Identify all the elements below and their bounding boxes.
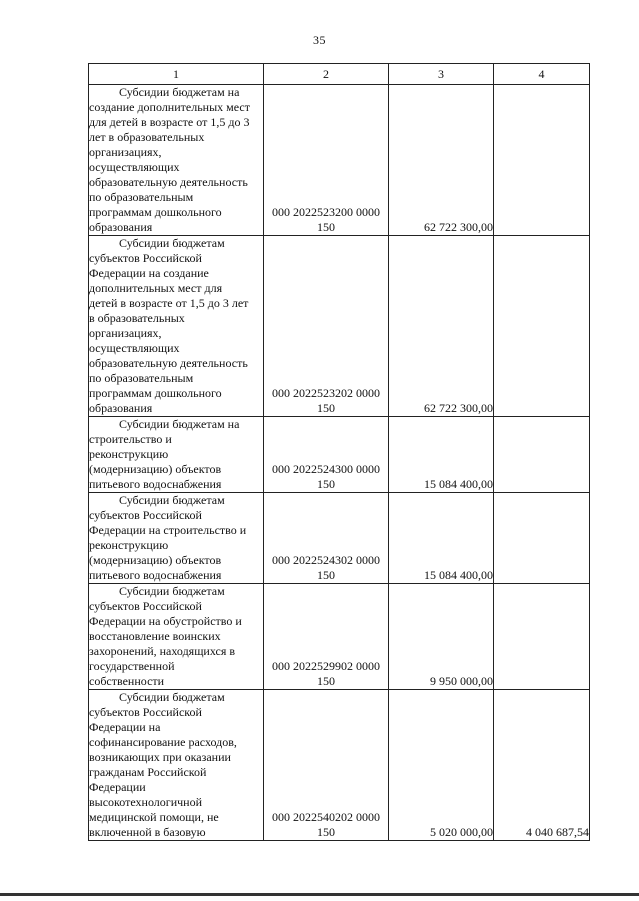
subsidy-name-line: Субсидии бюджетам: [119, 493, 225, 507]
table-row: [89, 493, 590, 584]
subsidy-name-line: питьевого водоснабжения: [89, 568, 222, 582]
amount-executed-cell: [494, 417, 590, 493]
table-body: [89, 85, 590, 841]
subsidy-name-line: детей в возрасте от 1,5 до 3 лет: [89, 296, 249, 310]
column-header: 4: [494, 64, 590, 85]
subsidy-name-cell: [89, 236, 264, 417]
amount-executed-cell: [494, 85, 590, 236]
subsidy-name-line: образования: [89, 220, 153, 234]
subsidy-name-line: субъектов Российской: [89, 508, 202, 522]
budget-code-line: 150: [317, 674, 335, 688]
subsidy-name-line: медицинской помощи, не: [89, 810, 219, 824]
subsidy-name-line: образовательную деятельность: [89, 356, 248, 370]
table-row: [89, 85, 590, 236]
subsidy-name-line: Субсидии бюджетам на: [119, 417, 240, 431]
subsidy-name-line: субъектов Российской: [89, 599, 202, 613]
amount-cell: 15 084 400,00: [389, 493, 494, 584]
subsidy-name-line: гражданам Российской: [89, 765, 207, 779]
subsidy-name-line: осуществляющих: [89, 160, 180, 174]
subsidy-name-line: создание дополнительных мест: [89, 100, 250, 114]
subsidy-name-cell: [89, 417, 264, 493]
subsidy-name-cell: [89, 584, 264, 690]
column-header: 2: [264, 64, 389, 85]
subsidy-name-line: государственной: [89, 659, 175, 673]
subsidy-name-line: Федерации на: [89, 720, 161, 734]
table-row: [89, 584, 590, 690]
budget-code-line: 150: [317, 401, 335, 415]
subsidy-name-line: включенной в базовую: [89, 825, 206, 839]
subsidy-name-line: Федерации: [89, 780, 146, 794]
amount-executed-cell: [494, 236, 590, 417]
subsidy-name-line: реконструкцию: [89, 447, 169, 461]
subsidy-name-line: организациях,: [89, 326, 162, 340]
budget-code-cell: [264, 85, 389, 236]
column-header: 3: [389, 64, 494, 85]
subsidy-name-line: (модернизацию) объектов: [89, 553, 222, 567]
budget-code-line: 150: [317, 220, 335, 234]
budget-code-line: 000 2022529902 0000: [272, 659, 380, 673]
budget-code-line: 000 2022523200 0000: [272, 205, 380, 219]
subsidy-name-line: лет в образовательных: [89, 130, 205, 144]
budget-code-line: 000 2022540202 0000: [272, 810, 380, 824]
subsidy-name-line: возникающих при оказании: [89, 750, 231, 764]
subsidy-name-line: образовательную деятельность: [89, 175, 248, 189]
table-row: [89, 690, 590, 841]
budget-code-line: 000 2022524300 0000: [272, 462, 380, 476]
subsidy-name-line: собственности: [89, 674, 165, 688]
amount-cell: 15 084 400,00: [389, 417, 494, 493]
amount-cell: 62 722 300,00: [389, 236, 494, 417]
subsidy-name-line: Федерации на строительство и: [89, 523, 247, 537]
amount-executed-cell: [494, 584, 590, 690]
subsidy-name-line: программам дошкольного: [89, 386, 222, 400]
budget-code-line: 000 2022524302 0000: [272, 553, 380, 567]
budget-code-line: 150: [317, 568, 335, 582]
subsidy-name-line: софинансирование расходов,: [89, 735, 237, 749]
subsidy-name-line: осуществляющих: [89, 341, 180, 355]
budget-code-cell: [264, 236, 389, 417]
budget-code-cell: [264, 584, 389, 690]
subsidy-name-line: дополнительных мест для: [89, 281, 223, 295]
subsidy-name-line: Субсидии бюджетам: [119, 584, 225, 598]
amount-executed-cell: 4 040 687,54: [494, 690, 590, 841]
subsidy-name-line: программам дошкольного: [89, 205, 222, 219]
amount-executed-cell: [494, 493, 590, 584]
budget-code-line: 150: [317, 825, 335, 839]
header-row: [89, 64, 590, 85]
subsidy-name-line: (модернизацию) объектов: [89, 462, 222, 476]
subsidy-name-line: субъектов Российской: [89, 251, 202, 265]
budget-code-cell: [264, 417, 389, 493]
subsidy-name-line: Субсидии бюджетам на: [119, 85, 240, 99]
subsidy-name-cell: [89, 85, 264, 236]
subsidy-name-cell: [89, 690, 264, 841]
subsidy-name-line: питьевого водоснабжения: [89, 477, 222, 491]
amount-cell: 62 722 300,00: [389, 85, 494, 236]
amount-cell: 9 950 000,00: [389, 584, 494, 690]
subsidy-name-line: реконструкцию: [89, 538, 169, 552]
subsidy-name-line: захоронений, находящихся в: [89, 644, 236, 658]
subsidy-name-line: строительство и: [89, 432, 172, 446]
budget-code-cell: [264, 493, 389, 584]
subsidy-name-line: Субсидии бюджетам: [119, 690, 225, 704]
subsidy-name-line: по образовательным: [89, 190, 194, 204]
page-number: 35: [313, 33, 326, 47]
subsidy-name-cell: [89, 493, 264, 584]
budget-code-line: 000 2022523202 0000: [272, 386, 380, 400]
table-row: [89, 417, 590, 493]
subsidy-name-line: высокотехнологичной: [89, 795, 203, 809]
scan-edge-line: [0, 893, 639, 896]
subsidy-name-line: Субсидии бюджетам: [119, 236, 225, 250]
subsidy-name-line: Федерации на обустройство и: [89, 614, 242, 628]
budget-code-line: 150: [317, 477, 335, 491]
budget-table: [88, 63, 590, 841]
subsidy-name-line: в образовательных: [89, 311, 185, 325]
subsidy-name-line: восстановление воинских: [89, 629, 221, 643]
subsidy-name-line: Федерации на создание: [89, 266, 209, 280]
budget-code-cell: [264, 690, 389, 841]
subsidy-name-line: образования: [89, 401, 153, 415]
column-header: 1: [89, 64, 264, 85]
subsidy-name-line: по образовательным: [89, 371, 194, 385]
subsidy-name-line: для детей в возрасте от 1,5 до 3: [89, 115, 250, 129]
subsidy-name-line: субъектов Российской: [89, 705, 202, 719]
amount-cell: 5 020 000,00: [389, 690, 494, 841]
table-row: [89, 236, 590, 417]
subsidy-name-line: организациях,: [89, 145, 162, 159]
